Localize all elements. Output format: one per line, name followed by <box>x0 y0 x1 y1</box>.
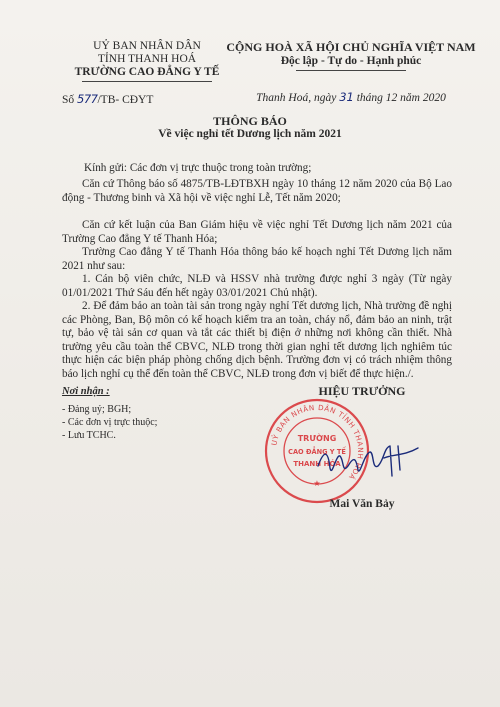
nation-title: CỘNG HOÀ XÃ HỘI CHỦ NGHĨA VIỆT NAM <box>226 40 476 54</box>
doc-no-prefix: Số <box>62 94 78 106</box>
paragraph-2-text: Căn cứ kết luận của Ban Giám hiệu về việc nghỉ Tết Dương lịch năm 2021 của Trường Cao đẳng Y tế Thanh Hóa; <box>62 219 452 245</box>
doc-no-suffix: /TB- CĐYT <box>97 94 154 106</box>
paragraph-1 <box>62 178 452 205</box>
addressee-text: Kính gửi: Các đơn vị trực thuộc trong toàn trường; <box>84 162 312 174</box>
date-day-handwritten: 31 <box>339 90 354 104</box>
stamp-center-line-2: CAO ĐẲNG Y TẾ <box>288 448 346 456</box>
recipient-item: - Lưu TCHC. <box>62 430 116 441</box>
addressee <box>62 162 452 176</box>
paragraph-5 <box>62 300 452 381</box>
paragraph-4 <box>62 273 452 300</box>
org-line-2: TỈNH THANH HOÁ <box>97 53 197 65</box>
signatory-title: HIỆU TRƯỞNG <box>318 384 406 398</box>
date-suffix: tháng 12 năm 2020 <box>353 92 446 104</box>
paragraph-4-text: 1. Cán bộ viên chức, NLĐ và HSSV nhà trường được nghỉ 3 ngày (Từ ngày 01/01/2021 Thứ Sáu đến hết ngày 03/01/2021 Chủ nhật). <box>62 273 452 299</box>
doc-no-handwritten: 577 <box>77 92 98 106</box>
paragraph-2 <box>62 219 452 246</box>
recipients-title: Nơi nhận : <box>62 386 110 397</box>
stamp-star-icon: ★ <box>313 479 321 488</box>
signatory-name: Mai Văn Bảy <box>329 498 395 510</box>
paragraph-3 <box>62 246 452 273</box>
org-line-1: UỶ BAN NHÂN DÂN <box>93 40 201 52</box>
stamp-center-line-1: TRƯỜNG <box>297 434 337 443</box>
recipient-item: - Đảng uỷ; BGH; <box>62 404 132 415</box>
stamp-center-line-3: THANH HÓA <box>293 460 341 468</box>
date-prefix: Thanh Hoá, ngày <box>256 92 340 104</box>
org-underline <box>82 81 212 82</box>
document-number <box>62 92 153 106</box>
stamp-ring-text: UỶ BAN NHÂN DÂN TỈNH THANH HOÁ <box>269 402 366 482</box>
document-subtitle: Về việc nghỉ tết Dương lịch năm 2021 <box>158 128 342 140</box>
paragraph-3-text: Trường Cao đẳng Y tế Thanh Hóa thông báo kế hoạch nghỉ Tết Dương lịch năm 2021 như sau: <box>62 246 452 272</box>
handwritten-signature <box>314 436 424 486</box>
place-date <box>226 90 476 104</box>
paragraph-1-text: Căn cứ Thông báo số 4875/TB-LĐTBXH ngày 10 tháng 12 năm 2020 của Bộ Lao động - Thương binh và Xã hội về việc nghỉ Lễ, Tết năm 2020; <box>62 178 452 204</box>
org-line-3: TRƯỜNG CAO ĐẲNG Y TẾ <box>74 66 220 78</box>
motto-underline <box>296 70 406 71</box>
document-title: THÔNG BÁO <box>213 114 287 128</box>
paragraph-5-text: 2. Để đảm bảo an toàn tài sản trong ngày nghỉ Tết dương lịch, Nhà trường đề nghị các Phòng, Ban, Bộ môn có kế hoạch kiểm tra an toàn, cháy nổ, đảm bảo an ninh, trật tự, bảo vệ tài sản cơ quan và tắt các thiết bị điện ở những nơi không cần thiết. Nhà trường yêu cầu toàn thể CBVC, NLĐ trong thời gian nghỉ tết dương lịch nghiêm túc thực hiện các biện pháp phòng chống dịch bệnh. Trường đơn vị có trách nhiệm thông báo lịch nghỉ cụ thể đến toàn thể CBVC, NLĐ trong đơn vị biết để thực hiện./. <box>62 300 452 380</box>
nation-motto: Độc lập - Tự do - Hạnh phúc <box>280 55 422 67</box>
recipient-item: - Các đơn vị trực thuộc; <box>62 417 158 428</box>
